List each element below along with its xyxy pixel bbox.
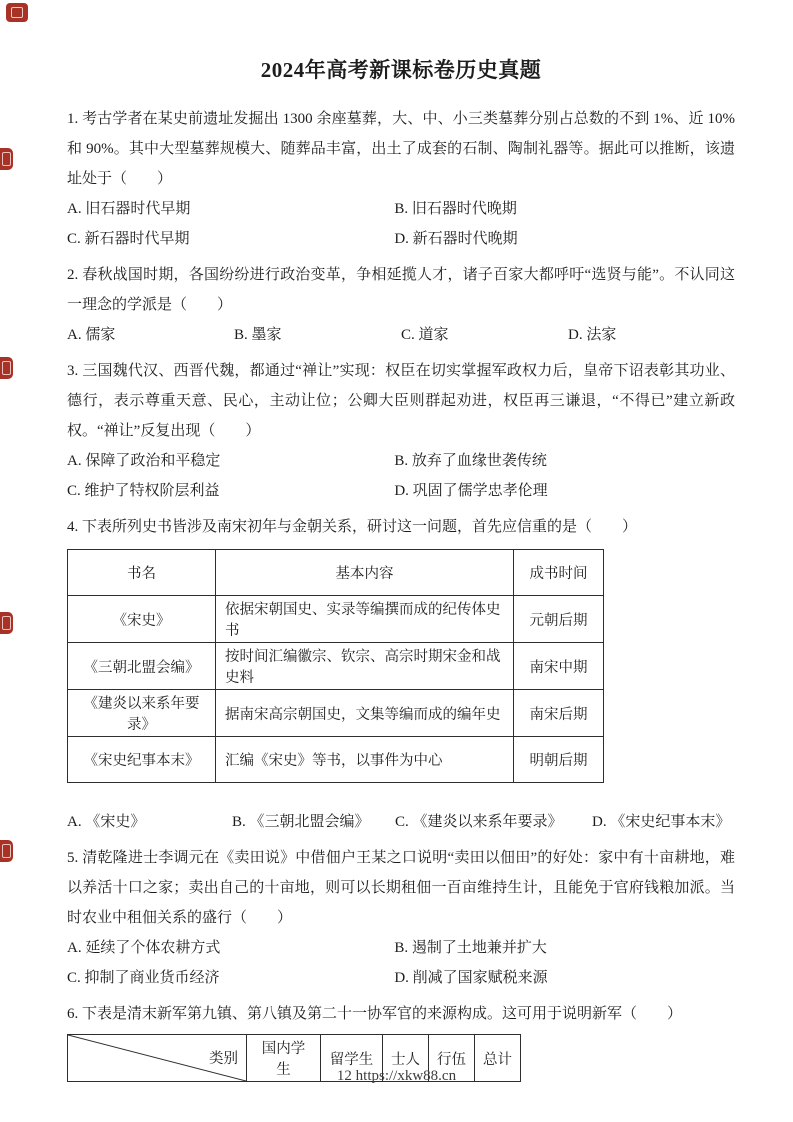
question-3-stem: 3. 三国魏代汉、西晋代魏，都通过“禅让”实现：权臣在切实掌握军政权力后，皇帝下诏表彰其功业、德行，表示尊重天意、民心，主动让位；公卿大臣则群起劝进，权臣再三谦退，“不得已”建立新政权。“禅让”反复出现（ ）	[67, 363, 735, 439]
question-1-option-c: C. 新石器时代早期	[67, 231, 190, 247]
question-2-option-a: A. 儒家	[67, 327, 116, 343]
red-seal-stamp-icon	[0, 612, 13, 634]
question-2-stem: 2. 春秋战国时期，各国纷纷进行政治变革，争相延揽人才，诸子百家大都呼吁“选贤与能”。不认同这一理念的学派是（ ）	[67, 267, 735, 313]
question-5-stem: 5. 清乾隆进士李调元在《卖田说》中借佃户王某之口说明“卖田以佃田”的好处：家中有十亩耕地，难以养活十口之家；卖出自己的十亩地，则可以长期租佃一百亩维持生计，且能免于官府钱粮加派。当时农业中租佃关系的盛行（ ）	[67, 850, 735, 926]
corner-label: 类别	[209, 1051, 238, 1068]
question-5-option-d: D. 削减了国家赋税来源	[394, 970, 548, 986]
book-content-cell: 按时间汇编徽宗、钦宗、高宗时期宋金和战史料	[216, 643, 514, 690]
exam-document	[67, 54, 735, 1088]
book-date-cell: 南宋中期	[514, 643, 604, 690]
question-4-stem: 4. 下表所列史书皆涉及南宋初年与金朝关系，研讨这一问题，首先应信重的是（ ）	[67, 519, 638, 535]
book-name-cell: 《宋史纪事本末》	[68, 737, 216, 783]
question-1-option-d: D. 新石器时代晚期	[394, 231, 518, 247]
question-3-option-a: A. 保障了政治和平稳定	[67, 453, 221, 469]
question-5-option-c: C. 抑制了商业货币经济	[67, 970, 220, 986]
red-seal-stamp-icon	[6, 3, 28, 22]
question-2	[67, 260, 735, 350]
page-title: 2024年高考新课标卷历史真题	[260, 58, 542, 82]
history-books-table	[67, 549, 604, 783]
question-5-option-b: B. 遏制了土地兼并扩大	[394, 940, 547, 956]
question-1-option-a: A. 旧石器时代早期	[67, 201, 191, 217]
question-4	[67, 512, 735, 837]
question-4-option-a: A. 《宋史》	[67, 814, 146, 830]
red-seal-stamp-icon	[0, 148, 13, 170]
question-2-option-c: C. 道家	[401, 327, 449, 343]
column-header-total: 总计	[475, 1035, 521, 1082]
book-name-cell: 《建炎以来系年要录》	[68, 690, 216, 737]
column-header-rank-and-file: 行伍	[429, 1035, 475, 1082]
question-1-stem: 1. 考古学者在某史前遗址发掘出 1300 余座墓葬，大、中、小三类墓葬分别占总数的不到 1%、近 10%和 90%。其中大型墓葬规模大、随葬品丰富，出土了成套的石制、陶制礼器等。据此可以推断，该遗址处于（ ）	[67, 111, 735, 187]
book-date-cell: 明朝后期	[514, 737, 604, 783]
column-header-domestic-students: 国内学生	[247, 1035, 321, 1082]
book-name-cell: 《宋史》	[68, 596, 216, 643]
question-3	[67, 356, 735, 506]
table-row	[68, 596, 604, 643]
question-3-option-c: C. 维护了特权阶层利益	[67, 483, 220, 499]
column-header-scholars: 士人	[383, 1035, 429, 1082]
table-row	[68, 690, 604, 737]
question-2-options	[67, 320, 735, 350]
question-5-option-a: A. 延续了个体农耕方式	[67, 940, 221, 956]
book-content-cell: 依据宋朝国史、实录等编撰而成的纪传体史书	[216, 596, 514, 643]
question-5	[67, 843, 735, 993]
question-2-option-b: B. 墨家	[234, 327, 282, 343]
column-header-completion-date: 成书时间	[514, 550, 604, 596]
column-header-overseas-students: 留学生	[321, 1035, 383, 1082]
question-5-options	[67, 933, 735, 993]
red-seal-stamp-icon	[0, 357, 13, 379]
question-3-options	[67, 446, 735, 506]
question-1-options	[67, 194, 735, 254]
question-4-option-c: C. 《建炎以来系年要录》	[395, 814, 563, 830]
page-footer: 12 https://xkw88.cn	[336, 1068, 457, 1084]
book-date-cell: 南宋后期	[514, 690, 604, 737]
question-2-option-d: D. 法家	[568, 327, 617, 343]
question-6-stem: 6. 下表是清末新军第九镇、第八镇及第二十一协军官的来源构成。这可用于说明新军（ ）	[67, 1006, 683, 1022]
question-3-option-d: D. 巩固了儒学忠孝伦理	[394, 483, 548, 499]
table-row	[68, 737, 604, 783]
book-content-cell: 汇编《宋史》等书，以事件为中心	[216, 737, 514, 783]
red-seal-stamp-icon	[0, 840, 13, 862]
question-1-option-b: B. 旧石器时代晚期	[394, 201, 517, 217]
question-4-option-d: D. 《宋史纪事本末》	[592, 814, 731, 830]
book-name-cell: 《三朝北盟会编》	[68, 643, 216, 690]
column-header-book-name: 书名	[68, 550, 216, 596]
table-row	[68, 643, 604, 690]
question-4-option-b: B. 《三朝北盟会编》	[232, 814, 370, 830]
table-header-row	[68, 550, 604, 596]
book-date-cell: 元朝后期	[514, 596, 604, 643]
book-content-cell: 据南宋高宗朝国史，文集等编而成的编年史	[216, 690, 514, 737]
question-4-options	[67, 807, 735, 837]
question-1	[67, 104, 735, 254]
column-header-basic-content: 基本内容	[216, 550, 514, 596]
question-3-option-b: B. 放弃了血缘世袭传统	[394, 453, 547, 469]
